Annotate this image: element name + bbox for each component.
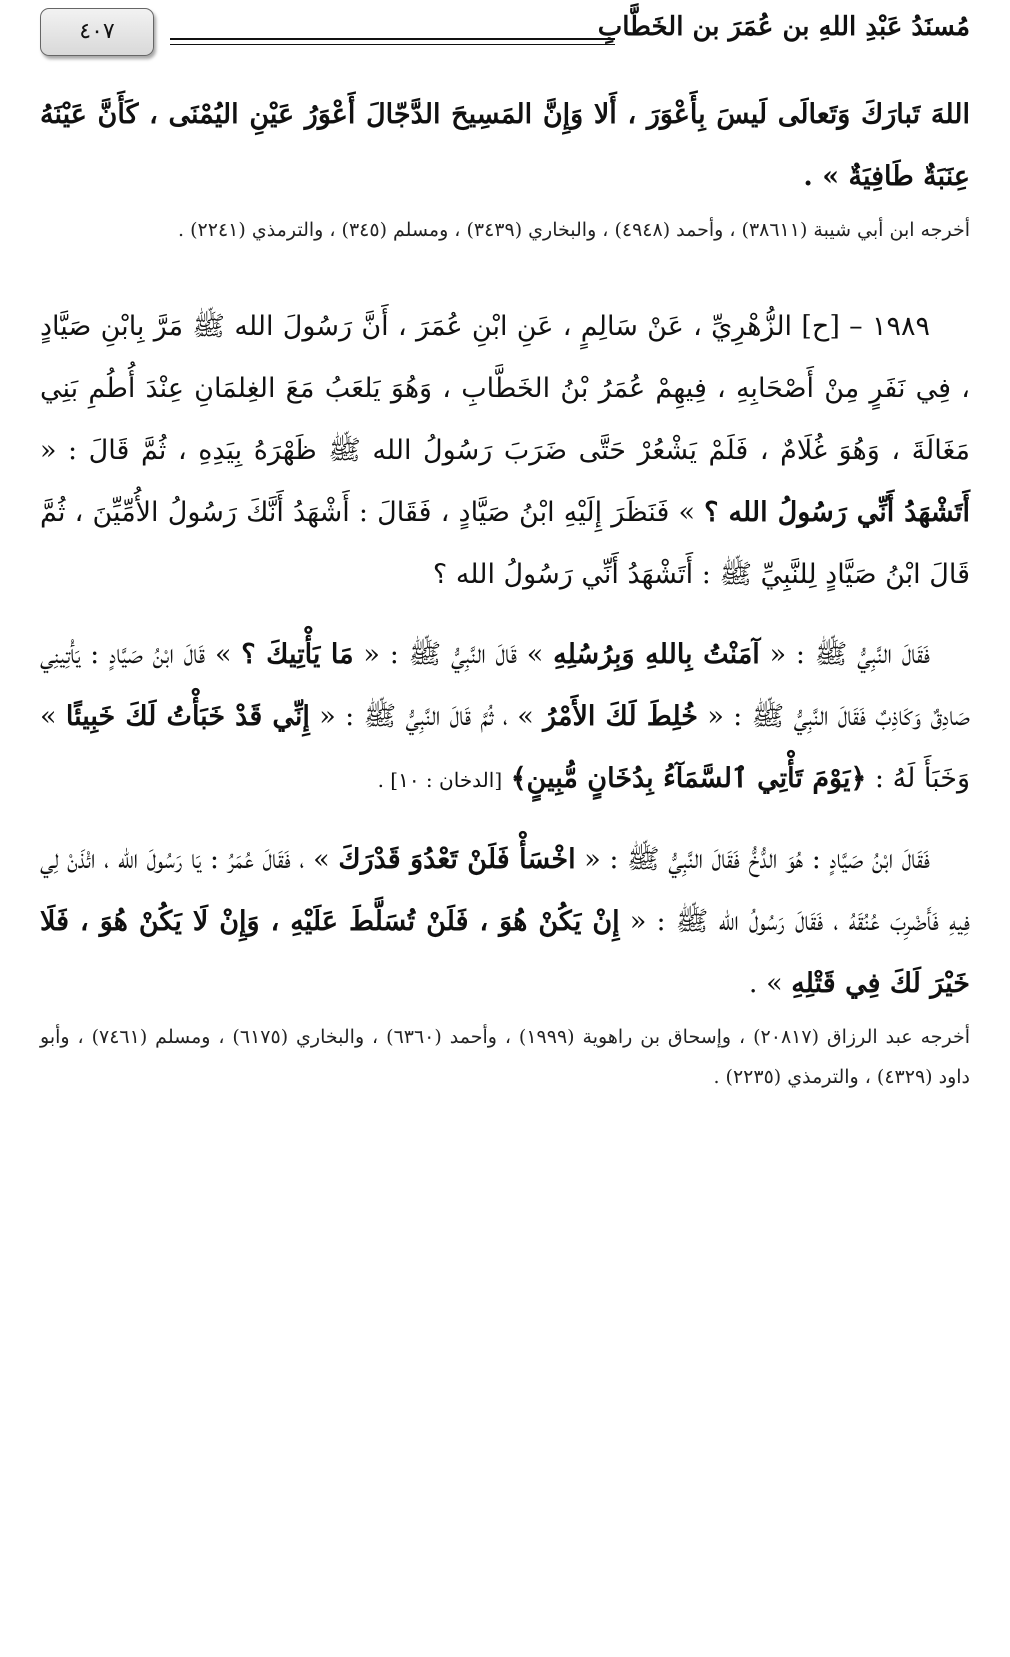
hadith-1989-narration: ١٩٨٩ – [ح] الزُّهْرِيِّ ، عَنْ سَالِمٍ ، عَنِ ابْنِ عُمَرَ ، أَنَّ رَسُولَ الله ﷺ مَرَّ بِابْنِ صَيَّادٍ ، فِي نَفَرٍ مِنْ أَصْحَابِهِ ، فِيهِمْ عُمَرُ بْنُ الخَطَّابِ ، وَهُوَ يَلعَبُ مَعَ الغِلمَانِ عِنْدَ أُطُمِ بَنِي مَغَالَةَ ، وَهُوَ غُلَامٌ ، فَلَمْ يَشْعُرْ حَتَّى ضَرَبَ رَسُولُ الله ﷺ ظَهْرَهُ بِيَدِهِ ، ثُمَّ قَالَ : « [40, 311, 970, 466]
running-title: مُسنَدُ عَبْدِ اللهِ بن عُمَرَ بن الخَطَّابِ [597, 12, 970, 42]
hadith-1988-continuation: اللهَ تَبارَكَ وَتَعالَى لَيسَ بِأَعْوَرَ ، أَلا وَإِنَّ المَسِيحَ الدَّجّالَ أَعْوَرُ عَيْنِ اليُمْنَى ، كَأَنَّ عَيْنَهُ عِنَبَةٌ طَافِيَةٌ » . [40, 99, 970, 192]
prophet-speech: إِنْ يَكُنْ هُوَ ، فَلَنْ تُسَلَّطَ عَلَيْهِ ، وَإِنْ لَا يَكُنْ هُوَ ، فَلَا خَيْرَ لَكَ فِي قَتْلِهِ [40, 906, 970, 999]
prophet-speech: أَتَشْهَدُ أَنِّي رَسُولُ الله ؟ [704, 497, 970, 528]
prophet-speech: اخْسَأْ فَلَنْ تَعْدُوَ قَدْرَكَ [338, 844, 576, 875]
quran-reference: [الدخان : ١٠] . [377, 768, 503, 792]
prophet-speech: آمَنْتُ بِاللهِ وَبِرُسُلِهِ [553, 639, 760, 670]
hadith-1989-paragraph-2 [40, 624, 970, 811]
header-rule [170, 38, 615, 45]
narration-text: » وَخَبَأَ لَهُ : [40, 701, 970, 794]
prophet-speech: إِنِّي قَدْ خَبَأْتُ لَكَ خَبِيئًا [65, 701, 310, 732]
takhrij-note-1988: أخرجه ابن أبي شيبة (٣٨٦١١) ، وأحمد (٤٩٤٨) ، والبخاري (٣٤٣٩) ، ومسلم (٣٤٥) ، والترمذي (٢٢٤١) . [178, 219, 970, 241]
paragraph-gap [40, 811, 970, 829]
narration-text: » ، فَقَالَ عُمَرُ : يَا رَسُولَ الله ، ائْذَنْ لِي فِيهِ فَأَضْرِبَ عُنُقَهُ ، فَقَالَ رَسُولُ الله ﷺ : « [40, 844, 970, 937]
hadith-1989-paragraph-3 [40, 829, 970, 1015]
hadith-1989-narration-cont: » فَنَظَرَ إِلَيْهِ ابْنُ صَيَّادٍ ، فَقَالَ : أَشْهَدُ أَنَّكَ رَسُولُ الأُمِّيِّنَ ، ثُمَّ قَالَ ابْنُ صَيَّادٍ لِلنَّبِيِّ ﷺ : أَتَشْهَدُ أَنِّي رَسُولُ الله ؟ [40, 497, 970, 590]
quran-verse: ﴿يَوْمَ تَأْتِي ٱلسَّمَآءُ بِدُخَانٍ مُّبِينٍ﴾ [510, 763, 867, 794]
narration-text: » ، ثُمَّ قَالَ النَّبِيُّ ﷺ : « [319, 701, 534, 732]
narration-text: » قَالَ النَّبِيُّ ﷺ : « [363, 639, 544, 670]
narration-text: فَقَالَ ابْنُ صَيَّادٍ : هُوَ الدُّخُّ فَقَالَ النَّبِيُّ ﷺ : « [584, 844, 930, 875]
prophet-speech: خُلِطَ لَكَ الأَمْرُ [543, 701, 698, 732]
page-number-badge: ٤٠٧ [40, 8, 154, 56]
paragraph-gap [40, 606, 970, 624]
page-content [40, 84, 970, 1097]
page-header [40, 4, 970, 60]
narration-text: » قَالَ ابْنُ صَيَّادٍ : يَأْتِينِي صَادِقٌ وَكَاذِبٌ فَقَالَ النَّبِيُّ ﷺ : « [40, 639, 970, 732]
prophet-speech: مَا يَأْتِيكَ ؟ [241, 639, 354, 670]
narration-text: » . [748, 968, 783, 999]
takhrij-note-1989: أخرجه عبد الرزاق (٢٠٨١٧) ، وإسحاق بن راهوية (١٩٩٩) ، وأحمد (٦٣٦٠) ، والبخاري (٦١٧٥) ، ومسلم (٧٤٦١) ، وأبو داود (٤٣٢٩) ، والترمذي (٢٢٣٥) . [40, 1026, 971, 1088]
section-gap [40, 250, 970, 296]
hadith-1989-paragraph-1 [40, 296, 970, 606]
narration-text: فَقَالَ النَّبِيُّ ﷺ : « [769, 639, 930, 670]
